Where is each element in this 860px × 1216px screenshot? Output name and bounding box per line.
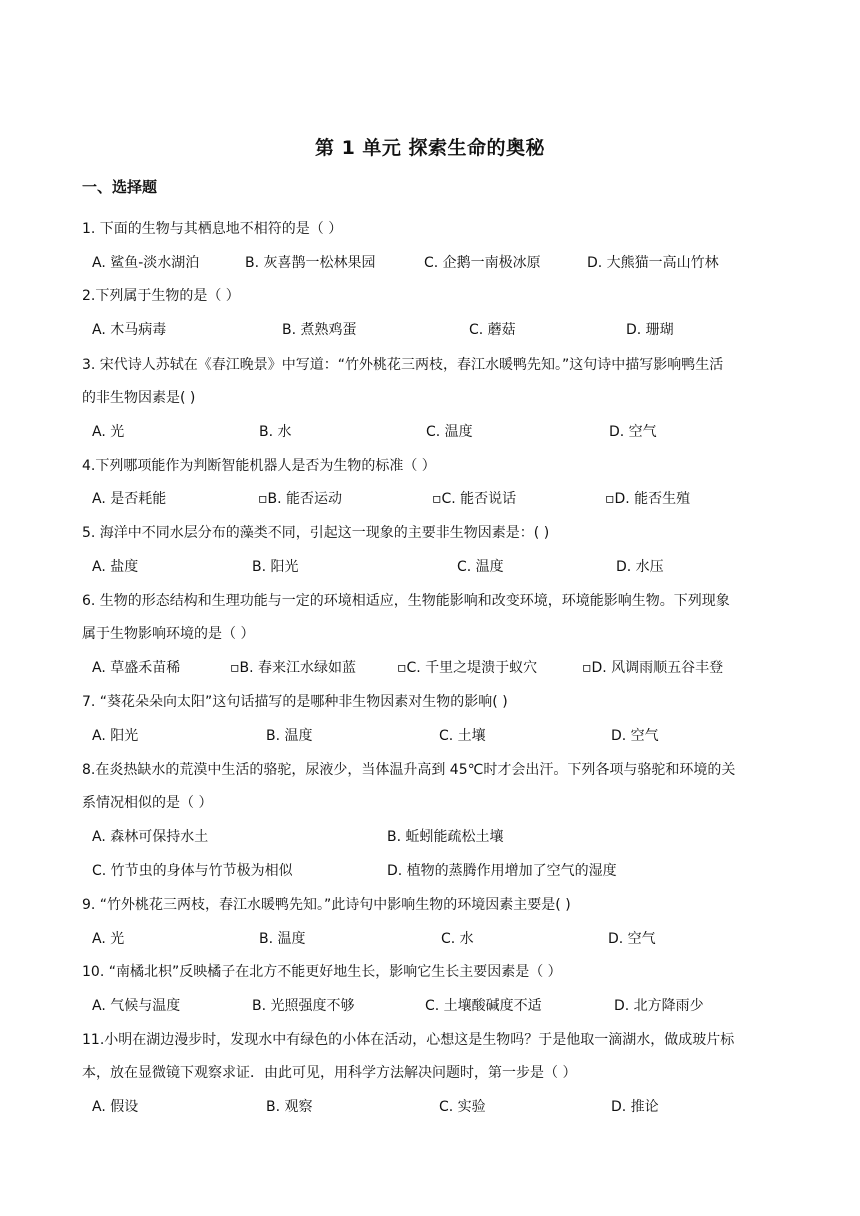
question-3-text-continued: 的非生物因素是( ) xyxy=(82,390,196,406)
question-4-option-a: A. 是否耗能 xyxy=(92,491,167,507)
question-8-option-d: D. 植物的蒸腾作用增加了空气的湿度 xyxy=(387,863,617,879)
question-10-option-a: A. 气候与温度 xyxy=(92,998,181,1014)
question-11-text: 11.小明在湖边漫步时，发现水中有绿色的小体在活动，心想这是生物吗？于是他取一滴湖水，做成玻片标 xyxy=(82,1032,735,1048)
question-10-option-b: B. 光照强度不够 xyxy=(252,998,355,1014)
question-6-option-b: ▫B. 春来江水绿如蓝 xyxy=(230,660,356,676)
question-7-option-a: A. 阳光 xyxy=(92,728,139,744)
question-10-text: 10. “南橘北枳”反映橘子在北方不能更好地生长，影响它生长主要因素是（ ） xyxy=(82,964,562,980)
question-5-option-c: C. 温度 xyxy=(457,559,504,575)
question-11-option-c: C. 实验 xyxy=(439,1099,486,1115)
question-8-option-a: A. 森林可保持水土 xyxy=(92,829,209,845)
question-4-option-c: ▫C. 能否说话 xyxy=(432,491,517,507)
question-9-option-b: B. 温度 xyxy=(259,931,306,947)
question-5-option-a: A. 盐度 xyxy=(92,559,139,575)
question-6-text-continued: 属于生物影响环境的是（ ） xyxy=(82,626,255,642)
question-9-option-a: A. 光 xyxy=(92,931,125,947)
question-1-option-b: B. 灰喜鹊一松林果园 xyxy=(245,255,376,271)
question-2-option-a: A. 木马病毒 xyxy=(92,322,167,338)
question-7-option-c: C. 土壤 xyxy=(439,728,486,744)
question-11-text-continued: 本，放在显微镜下观察求证．由此可见，用科学方法解决问题时，第一步是（ ） xyxy=(82,1065,577,1081)
question-2-option-c: C. 蘑菇 xyxy=(469,322,516,338)
question-6-option-d: ▫D. 风调雨顺五谷丰登 xyxy=(582,660,724,676)
question-1-text: 1. 下面的生物与其栖息地不相符的是（ ） xyxy=(82,221,343,237)
question-5-option-d: D. 水压 xyxy=(616,559,664,575)
question-1-option-c: C. 企鹅一南极冰原 xyxy=(424,255,541,271)
question-8-option-c: C. 竹节虫的身体与竹节极为相似 xyxy=(92,863,293,879)
question-11-option-a: A. 假设 xyxy=(92,1099,139,1115)
question-11-option-b: B. 观察 xyxy=(266,1099,313,1115)
question-1-option-a: A. 鲨鱼-淡水湖泊 xyxy=(92,255,200,271)
question-11-option-d: D. 推论 xyxy=(611,1099,659,1115)
question-3-option-a: A. 光 xyxy=(92,424,125,440)
question-6-text: 6. 生物的形态结构和生理功能与一定的环境相适应，生物能影响和改变环境，环境能影响生物。下列现象 xyxy=(82,593,730,609)
question-8-option-b: B. 蚯蚓能疏松土壤 xyxy=(387,829,504,845)
question-2-option-b: B. 煮熟鸡蛋 xyxy=(282,322,357,338)
question-3-option-c: C. 温度 xyxy=(426,424,473,440)
question-4-option-d: ▫D. 能否生殖 xyxy=(605,491,691,507)
question-7-option-d: D. 空气 xyxy=(611,728,659,744)
question-2-option-d: D. 珊瑚 xyxy=(626,322,674,338)
question-9-text: 9. “竹外桃花三两枝，春江水暖鸭先知。”此诗句中影响生物的环境因素主要是( ) xyxy=(82,897,571,913)
question-2-text: 2.下列属于生物的是（ ） xyxy=(82,288,240,304)
question-10-option-d: D. 北方降雨少 xyxy=(614,998,704,1014)
question-5-option-b: B. 阳光 xyxy=(252,559,299,575)
question-7-option-b: B. 温度 xyxy=(266,728,313,744)
question-10-option-c: C. 土壤酸碱度不适 xyxy=(425,998,542,1014)
question-4-text: 4.下列哪项能作为判断智能机器人是否为生物的标准（ ） xyxy=(82,458,436,474)
question-1-option-d: D. 大熊猫一高山竹林 xyxy=(587,255,719,271)
question-6-option-c: ▫C. 千里之堤溃于蚁穴 xyxy=(397,660,538,676)
question-5-text: 5. 海洋中不同水层分布的藻类不同，引起这一现象的主要非生物因素是：( ) xyxy=(82,525,550,541)
question-8-text-continued: 系情况相似的是（ ） xyxy=(82,795,213,811)
question-6-option-a: A. 草盛禾苗稀 xyxy=(92,660,181,676)
question-3-text: 3. 宋代诗人苏轼在《春江晚景》中写道：“竹外桃花三两枝，春江水暖鸭先知。”这句诗中描写影响鸭生活 xyxy=(82,357,724,373)
question-9-option-d: D. 空气 xyxy=(608,931,656,947)
question-7-text: 7. “葵花朵朵向太阳”这句话描写的是哪种非生物因素对生物的影响( ) xyxy=(82,694,508,710)
question-9-option-c: C. 水 xyxy=(441,931,474,947)
page-title: 第 1 单元 探索生命的奥秘 xyxy=(314,137,546,159)
question-8-text: 8.在炎热缺水的荒漠中生活的骆驼，尿液少，当体温升高到 45℃时才会出汗。下列各项与骆驼和环境的关 xyxy=(82,762,736,778)
question-4-option-b: ▫B. 能否运动 xyxy=(258,491,342,507)
section-heading: 一、选择题 xyxy=(82,178,158,196)
question-3-option-d: D. 空气 xyxy=(609,424,657,440)
question-3-option-b: B. 水 xyxy=(259,424,292,440)
